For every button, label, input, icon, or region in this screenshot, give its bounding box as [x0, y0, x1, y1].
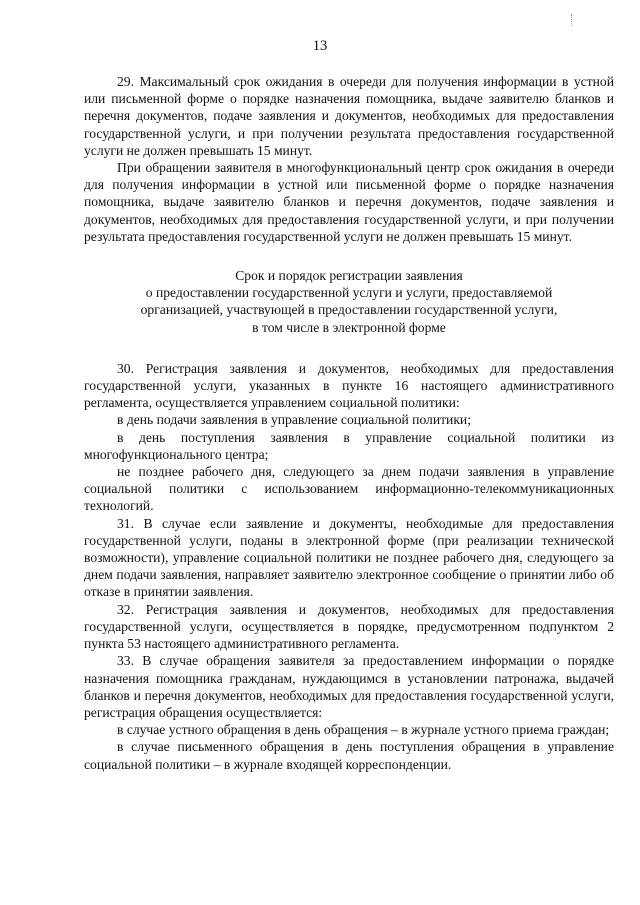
scan-artifact-mark	[571, 14, 573, 26]
paragraph-30-item-2: в день поступления заявления в управление социальной политики из многофункционального центра;	[84, 429, 614, 462]
document-body	[84, 73, 614, 773]
section-heading-line: в том числе в электронной форме	[252, 319, 446, 335]
paragraph-30: 30. Регистрация заявления и документов, необходимых для предоставления государственной услуги, указанных в пункте 16 настоящего административного регламента, осуществляется управлением социальной политики:	[84, 360, 614, 411]
paragraph-32: 32. Регистрация заявления и документов, необходимых для предоставления государственной услуги, осуществляется в порядке, предусмотренном подпунктом 2 пункта 53 настоящего административного регламента.	[84, 601, 614, 652]
paragraph-31: 31. В случае если заявление и документы, необходимые для предоставления государственной услуги, поданы в электронной форме (при реализации технической возможности), управление социальной политики не позднее рабочего дня, следующего за днем подачи заявления, направляет заявителю электронное сообщение о принятии либо об отказе в принятии заявления.	[84, 515, 614, 600]
section-heading	[84, 267, 614, 336]
paragraph-30-item-3: не позднее рабочего дня, следующего за днем подачи заявления в управление социальной политики с использованием информационно-телекоммуникационных технологий.	[84, 464, 614, 514]
paragraph-29: 29. Максимальный срок ожидания в очереди для получения информации в устной или письменной форме о порядке назначения помощника, выдаче заявителю бланков и перечня документов, подаче заявления и документов, необходимых для предоставления государственной услуги, и при получении результата предоставления государственной услуги не должен превышать 15 минут.	[84, 74, 614, 158]
paragraph-30-item-1: в день подачи заявления в управление социальной политики;	[117, 412, 471, 428]
paragraph-33: 33. В случае обращения заявителя за предоставлением информации о порядке назначения помощника гражданам, нуждающимся в установлении патронажа, выдачей бланков и перечня документов, необходимых для предоставления государственной услуги, регистрация обращения осуществляется:	[84, 653, 614, 720]
paragraph-33-item-1: в случае устного обращения в день обращения – в журнале устного приема граждан;	[117, 722, 610, 738]
paragraph-33-item-2: в случае письменного обращения в день поступления обращения в управление социальной политики – в журнале входящей корреспонденции.	[84, 739, 614, 772]
paragraph-29-mfc: При обращении заявителя в многофункциональный центр срок ожидания в очереди для получения информации в устной или письменной форме о порядке назначения помощника, выдаче заявителю бланков и перечня документов, подаче заявления и документов, необходимых для предоставления государственной услуги, и при получении результата предоставления государственной услуги не должен превышать 15 минут.	[84, 160, 614, 244]
section-heading-line: организацией, участвующей в предоставлении государственной услуги,	[140, 302, 558, 318]
page-number: 13	[312, 38, 328, 54]
section-heading-line: Срок и порядок регистрации заявления	[235, 268, 463, 284]
section-heading-line: о предоставлении государственной услуги и услуги, предоставляемой	[145, 285, 553, 301]
